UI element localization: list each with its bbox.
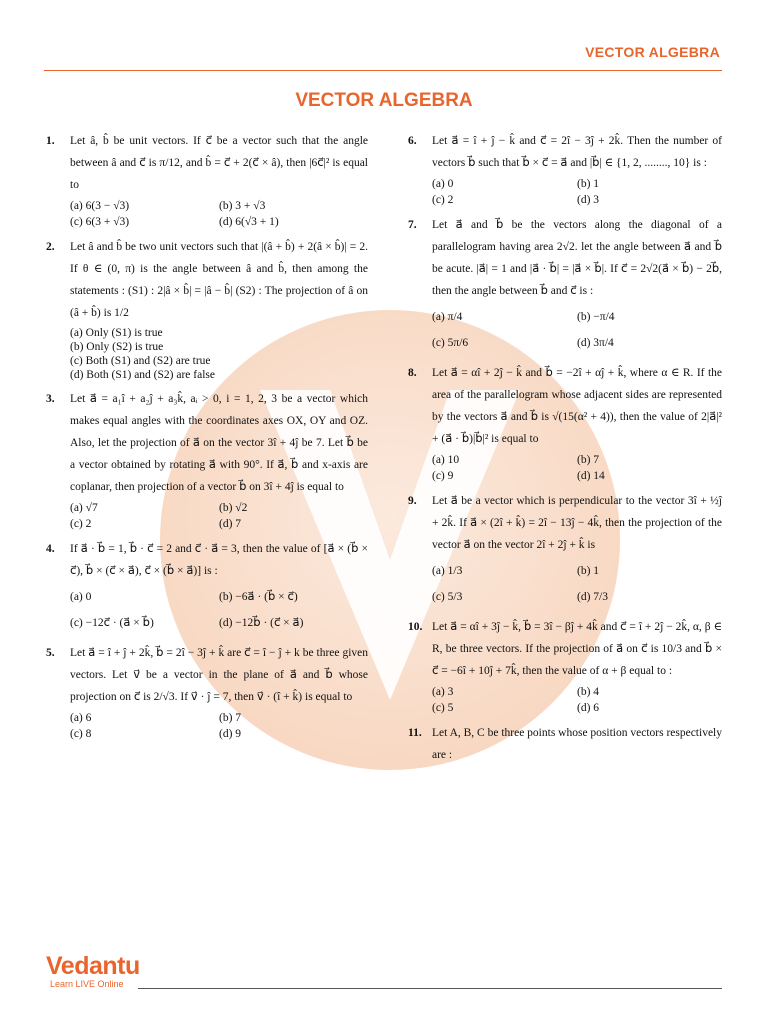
- option-d: (d) 14: [577, 470, 605, 482]
- option-b: (b) 7: [577, 454, 600, 466]
- option-d: (d) 6(√3 + 1): [219, 216, 279, 228]
- option-b: (b) 1: [577, 565, 600, 577]
- question-4: [46, 538, 368, 636]
- question-text: If a⃗ · b⃗ = 1, b⃗ · c⃗ = 2 and c⃗ · a⃗ = 3, then the value of [a⃗ × (b⃗ × c⃗), b⃗ × (c⃗ × a⃗), c⃗ × (b⃗ × a⃗)] is :: [70, 543, 368, 577]
- question-3: [46, 388, 368, 532]
- question-text: Let a⃗ = î + ĵ − k̂ and c⃗ = 2î − 3ĵ + 2k̂. Then the number of vectors b⃗ such that b⃗ × c⃗ = a⃗ and |b⃗| ∈ {1, 2, ........, 10} is :: [432, 135, 722, 169]
- option-b: (b) −6a⃗ · (b⃗ × c⃗): [219, 591, 298, 603]
- header-title: VECTOR ALGEBRA: [585, 44, 720, 60]
- logo-wordmark: Vedantu: [46, 952, 140, 980]
- question-number: 3.: [46, 393, 55, 405]
- question-text: Let a⃗ be a vector which is perpendicular to the vector 3î + ½ĵ + 2k̂. If a⃗ × (2î + k̂) = 2î − 13ĵ − 4k̂, then the projection of the vector a⃗ on the vector 2î + 2ĵ + k̂ is: [432, 495, 722, 551]
- question-2: [46, 236, 368, 382]
- option-c: (c) −12c⃗ · (a⃗ × b⃗): [70, 617, 154, 629]
- option-a: (a) 0: [432, 178, 454, 190]
- option-a: (a) Only (S1) is true: [70, 327, 163, 339]
- option-d: (d) 3π/4: [577, 337, 614, 349]
- question-number: 5.: [46, 647, 55, 659]
- question-number: 8.: [408, 367, 417, 379]
- option-b: (b) 1: [577, 178, 600, 190]
- option-d: (d) 7: [219, 518, 242, 530]
- question-text: Let â, b̂ be unit vectors. If c⃗ be a vector such that the angle between â and c⃗ is π/12, and b̂ = c⃗ + 2(c⃗ × â), then |6c⃗|² is equal to: [70, 135, 368, 191]
- vedantu-logo[interactable]: [46, 952, 140, 989]
- question-text: Let a⃗ = αî + 3ĵ − k̂, b⃗ = 3î − βĵ + 4k̂ and c⃗ = î + 2ĵ − 2k̂, α, β ∈ R, be three vectors. If the projection of a⃗ on c⃗ is 10/3 and b⃗ × c⃗ = −6î + 10ĵ + 7k̂, then the value of α + β equal to :: [432, 621, 722, 677]
- option-a: (a) 6: [70, 712, 92, 724]
- question-text: Let A, B, C be three points whose position vectors respectively are :: [432, 727, 722, 761]
- option-b: (b) −π/4: [577, 311, 615, 323]
- page-title: VECTOR ALGEBRA: [295, 90, 473, 111]
- question-6: [408, 130, 722, 208]
- question-text: Let a⃗ = î + ĵ + 2k̂, b⃗ = 2î − 3ĵ + k̂ are c⃗ = î − ĵ + k be three given vectors. Let v⃗ be a vector in the plane of a⃗ and b⃗ whose projection on c⃗ is 2/√3. If v⃗ · ĵ = 7, then v⃗ · (î + k̂) is equal to: [70, 647, 368, 703]
- question-number: 9.: [408, 495, 417, 507]
- option-a: (a) √7: [70, 502, 98, 514]
- question-number: 1.: [46, 135, 55, 147]
- question-number: 4.: [46, 543, 55, 555]
- question-5: [46, 642, 368, 742]
- logo-tagline: Learn LIVE Online: [50, 979, 124, 989]
- question-number: 7.: [408, 219, 417, 231]
- option-c: (c) 5π/6: [432, 337, 469, 349]
- option-b: (b) √2: [219, 502, 248, 514]
- right-column: [408, 130, 722, 772]
- option-a: (a) π/4: [432, 311, 463, 323]
- question-number: 11.: [408, 727, 422, 739]
- question-7: [408, 214, 722, 356]
- option-d: (d) 6: [577, 702, 600, 714]
- page-footer: [0, 940, 768, 1024]
- question-1: [46, 130, 368, 230]
- option-b: (b) 3 + √3: [219, 200, 266, 212]
- option-a: (a) 10: [432, 454, 460, 466]
- option-c: (c) 8: [70, 728, 92, 740]
- option-c: (c) 6(3 + √3): [70, 216, 130, 228]
- question-9: [408, 490, 722, 610]
- option-b: (b) 7: [219, 712, 242, 724]
- option-c: (c) 5/3: [432, 591, 463, 603]
- option-d: (d) 3: [577, 194, 600, 206]
- question-number: 6.: [408, 135, 417, 147]
- option-a: (a) 3: [432, 686, 454, 698]
- question-text: Let a⃗ = αî + 2ĵ − k̂ and b⃗ = −2î + αĵ + k̂, where α ∈ R. If the area of the parallelogram whose adjacent sides are represented by the vectors a⃗ and b⃗ is √(15(α² + 4)), then the value of 2|a⃗|² + (a⃗ · b⃗)|b⃗|² is equal to: [432, 367, 722, 445]
- option-c: (c) 5: [432, 702, 454, 714]
- question-8: [408, 362, 722, 484]
- option-d: (d) −12b⃗ · (c⃗ × a⃗): [219, 617, 304, 629]
- question-text: Let â and b̂ be two unit vectors such that |(â + b̂) + 2(â × b̂)| = 2. If θ ∈ (0, π) is the angle between â and b̂, then among the statements : (S1) : 2|â × b̂| = |â − b̂| (S2) : The projection of â on (â + b̂) is 1/2: [70, 241, 368, 319]
- question-text: Let a⃗ = a₁î + a₂ĵ + a₃k̂, aᵢ > 0, i = 1, 2, 3 be a vector which makes equal angles with the coordinates axes OX, OY and OZ. Also, let the projection of a⃗ on the vector 3î + 4ĵ be 7. Let b⃗ be a vector obtained by rotating a⃗ with 90°. If a⃗, b⃗ and x-axis are coplanar, then projection of a vector b⃗ on 3î + 4ĵ is equal to: [70, 393, 368, 493]
- question-text: Let a⃗ and b⃗ be the vectors along the diagonal of a parallelogram having area 2√2. let the angle between a⃗ and b⃗ be acute. |a⃗| = 1 and |a⃗ · b⃗| = |a⃗ × b⃗|. If c⃗ = 2√2(a⃗ × b⃗) − 2b⃗, then the angle between b⃗ and c⃗ is :: [432, 219, 722, 297]
- header-divider: [44, 70, 722, 71]
- option-a: (a) 0: [70, 591, 92, 603]
- option-c: (c) 2: [70, 518, 92, 530]
- left-column: [46, 130, 368, 748]
- option-a: (a) 6(3 − √3): [70, 200, 130, 212]
- option-c: (c) 2: [432, 194, 454, 206]
- option-c: (c) 9: [432, 470, 454, 482]
- option-d: (d) 9: [219, 728, 242, 740]
- question-10: [408, 616, 722, 716]
- footer-divider: [138, 988, 722, 989]
- question-number: 10.: [408, 621, 423, 633]
- option-b: (b) Only (S2) is true: [70, 341, 164, 353]
- option-d: (d) Both (S1) and (S2) are false: [70, 369, 215, 381]
- option-d: (d) 7/3: [577, 591, 608, 603]
- option-b: (b) 4: [577, 686, 600, 698]
- question-11: [408, 722, 722, 766]
- question-number: 2.: [46, 241, 55, 253]
- option-a: (a) 1/3: [432, 565, 463, 577]
- option-c: (c) Both (S1) and (S2) are true: [70, 355, 211, 367]
